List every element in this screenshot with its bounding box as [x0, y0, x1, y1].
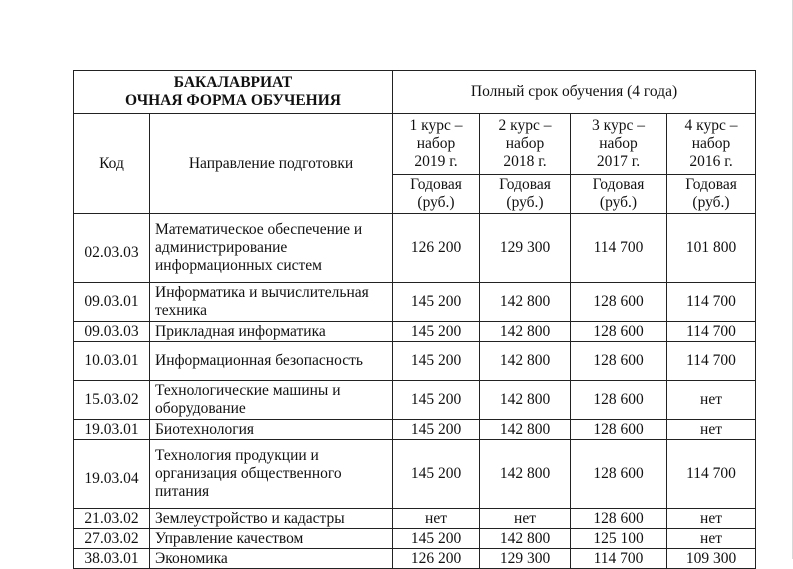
code-header: Код	[74, 114, 150, 214]
course-2-line-3: 2018 г.	[503, 153, 547, 170]
row-direction: Землеустройство и кадастры	[150, 509, 393, 529]
table-row	[74, 420, 756, 440]
unit-header-3	[571, 175, 667, 214]
unit-header-1	[393, 175, 480, 214]
fee-course-3: 128 600	[571, 342, 667, 381]
fee-course-3: 114 700	[571, 549, 667, 569]
row-direction: Прикладная информатика	[150, 322, 393, 342]
course-header-1	[393, 114, 480, 175]
course-header-4	[667, 114, 756, 175]
row-direction: Технология продукции и организация общественного питания	[150, 440, 393, 509]
fee-course-4: нет	[667, 381, 756, 420]
unit-4-line-2: (руб.)	[692, 194, 730, 211]
fee-course-4: нет	[667, 420, 756, 440]
fee-course-2: 142 800	[480, 420, 571, 440]
table-row	[74, 283, 756, 322]
row-code: 10.03.01	[74, 342, 150, 381]
fee-course-2: 129 300	[480, 214, 571, 283]
unit-1-line-2: (руб.)	[417, 194, 455, 211]
fee-course-4: 114 700	[667, 283, 756, 322]
course-header-3	[571, 114, 667, 175]
fee-course-4: 109 300	[667, 549, 756, 569]
fee-course-1: 126 200	[393, 214, 480, 283]
header-row-courses	[74, 114, 756, 175]
unit-header-2	[480, 175, 571, 214]
direction-header: Направление подготовки	[150, 114, 393, 214]
fee-course-1: 145 200	[393, 381, 480, 420]
fee-course-3: 128 600	[571, 381, 667, 420]
fee-course-1: 145 200	[393, 529, 480, 549]
row-code: 38.03.01	[74, 549, 150, 569]
row-code: 19.03.04	[74, 440, 150, 509]
unit-1-line-1: Годовая	[410, 176, 462, 193]
unit-2-line-2: (руб.)	[506, 194, 544, 211]
fee-course-2: нет	[480, 509, 571, 529]
fee-course-2: 129 300	[480, 549, 571, 569]
fee-course-4: нет	[667, 529, 756, 549]
row-direction: Информационная безопасность	[150, 342, 393, 381]
fee-course-4: 114 700	[667, 322, 756, 342]
course-1-line-3: 2019 г.	[414, 153, 458, 170]
row-code: 19.03.01	[74, 420, 150, 440]
course-3-line-1: 3 курс –	[592, 117, 645, 134]
course-2-line-1: 2 курс –	[498, 117, 552, 134]
course-2-line-2: набор	[505, 135, 545, 152]
unit-2-line-1: Годовая	[499, 176, 551, 193]
fee-course-4: нет	[667, 509, 756, 529]
row-direction: Информатика и вычислительная техника	[150, 283, 393, 322]
row-code: 27.03.02	[74, 529, 150, 549]
fee-course-4: 101 800	[667, 214, 756, 283]
row-direction: Технологические машины и оборудование	[150, 381, 393, 420]
row-direction: Управление качеством	[150, 529, 393, 549]
fee-course-1: нет	[393, 509, 480, 529]
table-row	[74, 529, 756, 549]
fee-course-1: 145 200	[393, 420, 480, 440]
fee-course-4: 114 700	[667, 440, 756, 509]
fee-course-2: 142 800	[480, 529, 571, 549]
fee-course-1: 126 200	[393, 549, 480, 569]
fee-course-1: 145 200	[393, 283, 480, 322]
row-code: 09.03.01	[74, 283, 150, 322]
table-row	[74, 342, 756, 381]
table-row	[74, 322, 756, 342]
course-3-line-2: набор	[599, 135, 638, 152]
row-code: 09.03.03	[74, 322, 150, 342]
fee-course-3: 114 700	[571, 214, 667, 283]
fee-course-2: 142 800	[480, 342, 571, 381]
fee-course-2: 142 800	[480, 322, 571, 342]
fee-course-3: 128 600	[571, 509, 667, 529]
unit-4-line-1: Годовая	[685, 176, 737, 193]
table-row	[74, 214, 756, 283]
row-direction: Биотехнология	[150, 420, 393, 440]
fee-course-3: 128 600	[571, 440, 667, 509]
study-period-header: Полный срок обучения (4 года)	[393, 71, 756, 114]
course-4-line-2: набор	[691, 135, 731, 152]
unit-3-line-1: Годовая	[592, 176, 645, 193]
fee-course-2: 142 800	[480, 283, 571, 322]
fee-course-3: 125 100	[571, 529, 667, 549]
row-direction: Экономика	[150, 549, 393, 569]
unit-header-4	[667, 175, 756, 214]
fee-course-4: 114 700	[667, 342, 756, 381]
title-line-1: БАКАЛАВРИАТ	[173, 74, 293, 91]
fee-course-1: 145 200	[393, 322, 480, 342]
row-code: 15.03.02	[74, 381, 150, 420]
fee-course-1: 145 200	[393, 342, 480, 381]
table-row	[74, 509, 756, 529]
course-1-line-2: набор	[416, 135, 456, 152]
table-row	[74, 381, 756, 420]
fee-course-1: 145 200	[393, 440, 480, 509]
row-direction: Математическое обеспечение и администрирование информационных систем	[150, 214, 393, 283]
course-4-line-3: 2016 г.	[689, 153, 733, 170]
fee-course-3: 128 600	[571, 322, 667, 342]
title-line-2: ОЧНАЯ ФОРМА ОБУЧЕНИЯ	[125, 92, 341, 109]
tuition-fee-table	[73, 70, 756, 569]
table-title	[74, 71, 393, 114]
header-row-title	[74, 71, 756, 114]
row-code: 21.03.02	[74, 509, 150, 529]
course-1-line-1: 1 курс –	[409, 117, 463, 134]
table-row	[74, 440, 756, 509]
fee-course-3: 128 600	[571, 283, 667, 322]
course-3-line-3: 2017 г.	[596, 153, 641, 170]
row-code: 02.03.03	[74, 214, 150, 283]
course-4-line-1: 4 курс –	[684, 117, 738, 134]
fee-course-2: 142 800	[480, 440, 571, 509]
unit-3-line-2: (руб.)	[599, 194, 638, 211]
fee-course-2: 142 800	[480, 381, 571, 420]
course-header-2	[480, 114, 571, 175]
fee-course-3: 128 600	[571, 420, 667, 440]
